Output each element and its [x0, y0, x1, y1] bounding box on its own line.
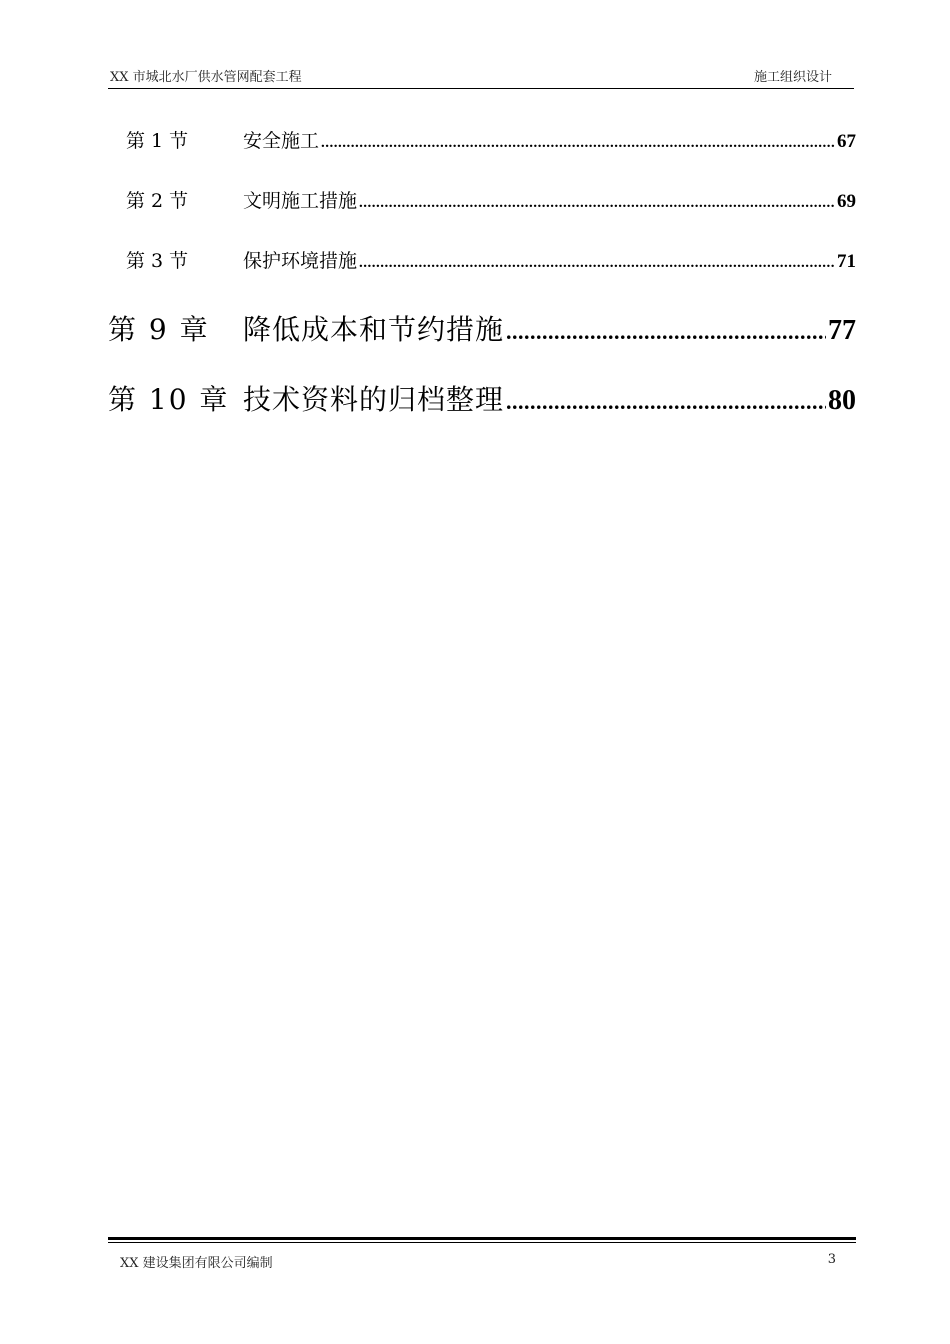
toc-dot-leader	[321, 135, 835, 152]
page-header	[110, 66, 852, 88]
toc-entry-page: 71	[837, 251, 856, 272]
toc-entry-number: 第 2 节	[126, 190, 189, 212]
toc-entry-page: 80	[828, 385, 856, 416]
page-footer	[120, 1252, 836, 1271]
toc-entry-title: 文明施工措施	[243, 190, 358, 212]
toc-entry-chapter-9[interactable]	[108, 308, 856, 348]
footer-rule-thick	[108, 1237, 856, 1240]
toc-entry-chapter-10[interactable]	[108, 378, 856, 418]
toc-entry-title: 安全施工	[243, 130, 320, 152]
footer-rule-thin	[108, 1242, 856, 1243]
toc-dot-leader	[506, 389, 826, 415]
footer-company: XX 建设集团有限公司编制	[120, 1256, 273, 1271]
toc-entry-section-2[interactable]	[108, 186, 856, 214]
toc-entry-page: 69	[837, 191, 856, 212]
toc-entry-title: 技术资料的归档整理	[243, 383, 505, 416]
toc-dot-leader	[359, 255, 835, 272]
toc-entry-number: 第 3 节	[126, 250, 189, 272]
toc-entry-section-1[interactable]	[108, 126, 856, 154]
toc-entry-number: 第 1 节	[126, 130, 189, 152]
header-project-title: XX 市城北水厂供水管网配套工程	[110, 70, 302, 85]
toc-entry-number: 第 9 章	[108, 313, 210, 346]
header-document-type: 施工组织设计	[753, 70, 832, 85]
toc-entry-section-3[interactable]	[108, 246, 856, 274]
toc-dot-leader	[359, 195, 835, 212]
toc-entry-page: 67	[837, 131, 856, 152]
toc-entry-title: 保护环境措施	[243, 250, 358, 272]
toc-entry-number: 第 10 章	[108, 383, 230, 416]
header-rule	[108, 88, 854, 89]
toc-entry-page: 77	[828, 315, 856, 346]
toc-entry-title: 降低成本和节约措施	[243, 313, 505, 346]
toc-dot-leader	[506, 319, 826, 345]
footer-page-number: 3	[827, 1252, 836, 1267]
